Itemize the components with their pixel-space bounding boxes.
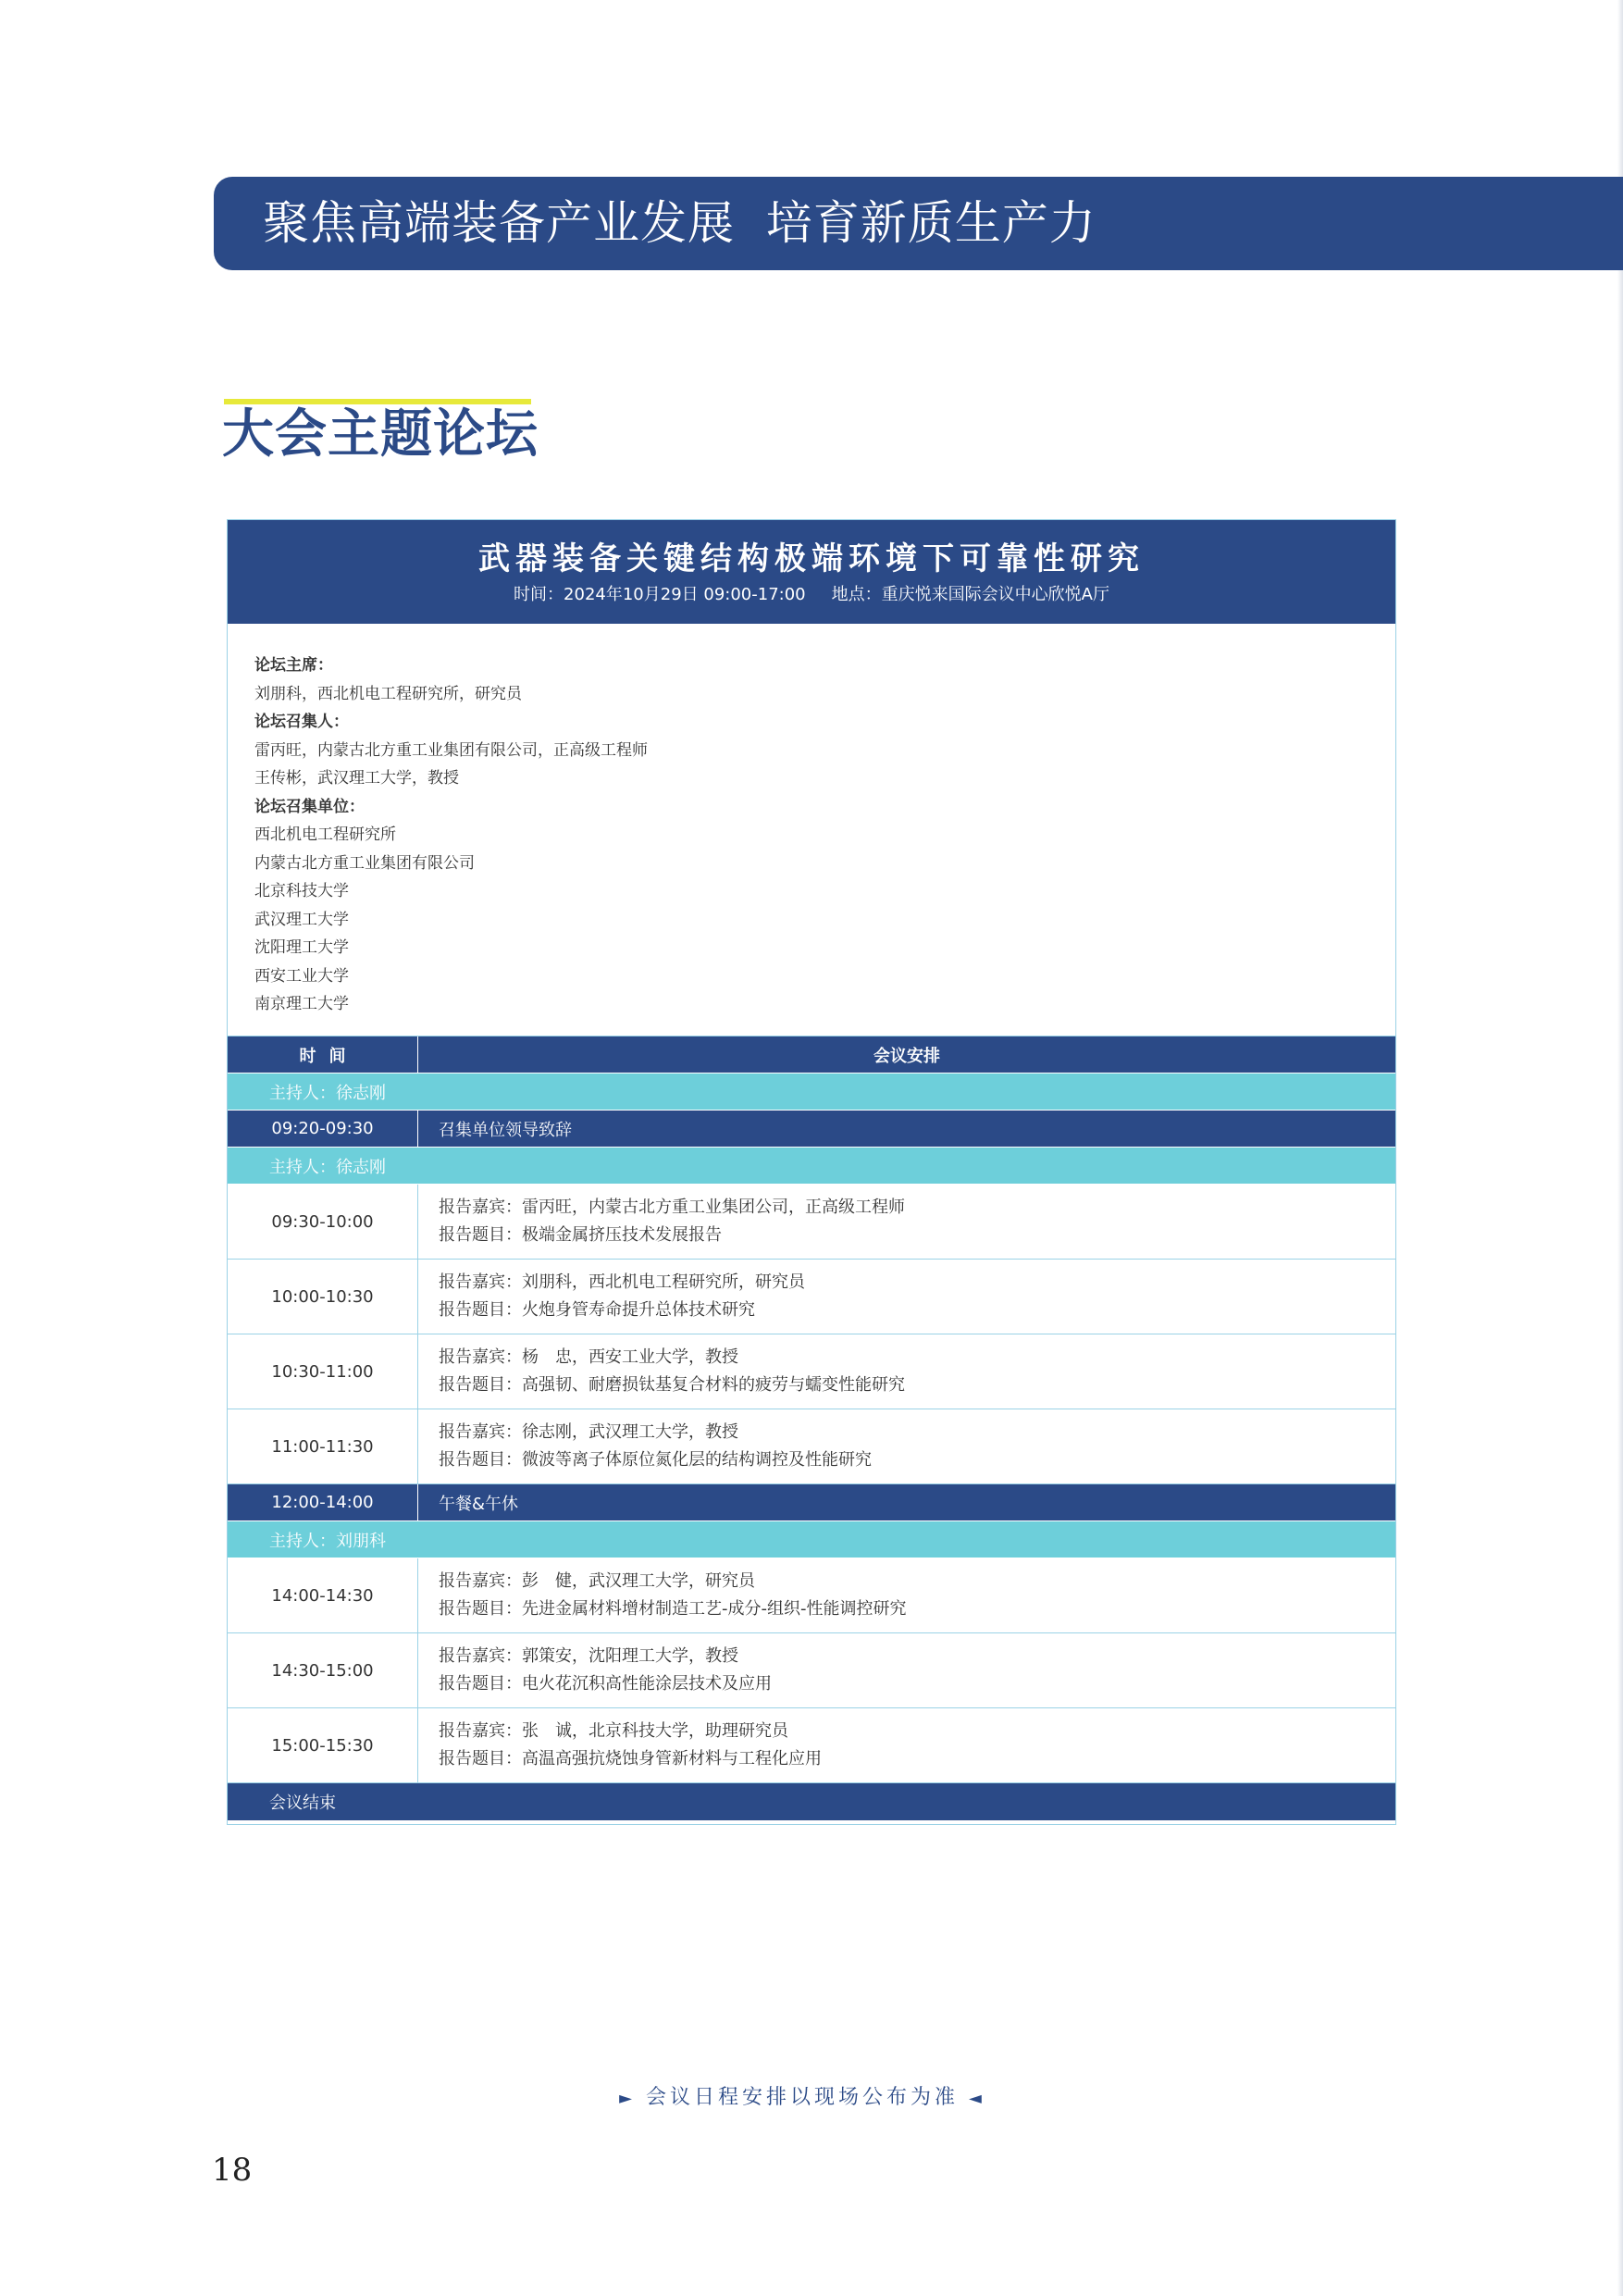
session-title: 午餐&午休 <box>439 1494 519 1514</box>
talk-speaker: 报告嘉宾：刘朋科，西北机电工程研究所，研究员 <box>439 1272 805 1292</box>
talk-details <box>418 1334 1395 1409</box>
org-entry: 内蒙古北方重工业集团有限公司 <box>254 853 475 873</box>
agenda-header-row <box>228 1036 1395 1074</box>
org-entry: 刘朋科，西北机电工程研究所，研究员 <box>254 684 522 703</box>
org-label: 论坛主席： <box>254 656 333 675</box>
org-entry: 西北机电工程研究所 <box>254 825 396 844</box>
footer-note <box>0 2081 1604 2110</box>
forum-meta <box>228 583 1395 607</box>
forum-header <box>228 520 1395 624</box>
forum-location: 地点：重庆悦来国际会议中心欣悦A厅 <box>831 585 1109 604</box>
host-row <box>228 1074 1395 1111</box>
talk-row <box>228 1633 1395 1708</box>
talk-details <box>418 1260 1395 1334</box>
talk-details <box>418 1409 1395 1483</box>
host-row <box>228 1148 1395 1185</box>
org-entry: 武汉理工大学 <box>254 910 349 929</box>
org-label: 论坛召集单位： <box>254 797 365 816</box>
talk-topic: 报告题目：火炮身管寿命提升总体技术研究 <box>439 1300 755 1320</box>
talk-row <box>228 1708 1395 1783</box>
section-title: 大会主题论坛 <box>222 404 539 465</box>
talk-time: 10:00-10:30 <box>228 1260 418 1334</box>
talk-row <box>228 1558 1395 1633</box>
page-number: 18 <box>212 2152 253 2189</box>
org-entry: 南京理工大学 <box>254 995 349 1013</box>
talk-details <box>418 1708 1395 1782</box>
org-entry: 王传彬，武汉理工大学，教授 <box>254 769 459 788</box>
agenda-table <box>228 1036 1395 1820</box>
forum-card <box>227 519 1396 1825</box>
talk-speaker: 报告嘉宾：张 诚，北京科技大学，助理研究员 <box>439 1720 788 1741</box>
org-entry: 沈阳理工大学 <box>254 938 349 957</box>
end-row <box>228 1783 1395 1820</box>
forum-title: 武器装备关键结构极端环境下可靠性研究 <box>478 540 1145 577</box>
org-entry: 西安工业大学 <box>254 966 349 986</box>
talk-speaker: 报告嘉宾：彭 健，武汉理工大学，研究员 <box>439 1570 755 1591</box>
talk-speaker: 报告嘉宾：杨 忠，西安工业大学，教授 <box>439 1347 738 1367</box>
org-label: 论坛召集人： <box>254 713 349 731</box>
talk-row <box>228 1334 1395 1409</box>
talk-topic: 报告题目：极端金属挤压技术发展报告 <box>439 1225 722 1245</box>
talk-time: 14:30-15:00 <box>228 1633 418 1707</box>
org-entry: 北京科技大学 <box>254 882 349 900</box>
talk-time: 14:00-14:30 <box>228 1558 418 1632</box>
talk-topic: 报告题目：高强韧、耐磨损钛基复合材料的疲劳与蠕变性能研究 <box>439 1375 905 1395</box>
left-triangle-icon: ◄ <box>969 2089 985 2108</box>
talk-details <box>418 1633 1395 1707</box>
host-label: 主持人：徐志刚 <box>269 1083 386 1103</box>
talk-row <box>228 1185 1395 1260</box>
talk-details <box>418 1185 1395 1259</box>
talk-details <box>418 1558 1395 1632</box>
talk-row <box>228 1260 1395 1334</box>
org-entry: 雷丙旺，内蒙古北方重工业集团有限公司，正高级工程师 <box>254 740 648 760</box>
session-row <box>228 1484 1395 1521</box>
banner-title: 聚焦高端装备产业发展 培育新质生产力 <box>263 196 1096 250</box>
talk-topic: 报告题目：电火花沉积高性能涂层技术及应用 <box>439 1674 772 1694</box>
agenda-header-time: 时间 <box>228 1036 418 1073</box>
right-triangle-icon: ► <box>619 2089 636 2108</box>
talk-time: 15:00-15:30 <box>228 1708 418 1782</box>
talk-time: 11:00-11:30 <box>228 1409 418 1483</box>
talk-row <box>228 1409 1395 1484</box>
session-time: 09:20-09:30 <box>228 1111 418 1147</box>
agenda-header-main: 会议安排 <box>873 1046 940 1066</box>
session-time: 12:00-14:00 <box>228 1484 418 1520</box>
page-edge <box>1617 0 1623 2296</box>
host-label: 主持人：徐志刚 <box>269 1157 386 1177</box>
session-title: 召集单位领导致辞 <box>439 1120 572 1140</box>
talk-speaker: 报告嘉宾：郭策安，沈阳理工大学，教授 <box>439 1645 738 1666</box>
agenda-rows <box>228 1074 1395 1820</box>
forum-time: 时间：2024年10月29日 09:00-17:00 <box>514 585 806 604</box>
end-label: 会议结束 <box>269 1793 336 1813</box>
talk-time: 10:30-11:00 <box>228 1334 418 1409</box>
session-row <box>228 1111 1395 1148</box>
talk-speaker: 报告嘉宾：徐志刚，武汉理工大学，教授 <box>439 1421 738 1442</box>
talk-topic: 报告题目：高温高强抗烧蚀身管新材料与工程化应用 <box>439 1749 822 1769</box>
talk-speaker: 报告嘉宾：雷丙旺，内蒙古北方重工业集团公司，正高级工程师 <box>439 1197 905 1217</box>
footer-note-text: 会议日程安排以现场公布为准 <box>645 2086 959 2109</box>
organizer-info <box>228 624 1395 1036</box>
talk-topic: 报告题目：先进金属材料增材制造工艺-成分-组织-性能调控研究 <box>439 1599 907 1619</box>
top-banner <box>214 177 1623 270</box>
host-row <box>228 1521 1395 1558</box>
talk-time: 09:30-10:00 <box>228 1185 418 1259</box>
host-label: 主持人：刘朋科 <box>269 1531 386 1551</box>
talk-topic: 报告题目：微波等离子体原位氮化层的结构调控及性能研究 <box>439 1450 872 1470</box>
